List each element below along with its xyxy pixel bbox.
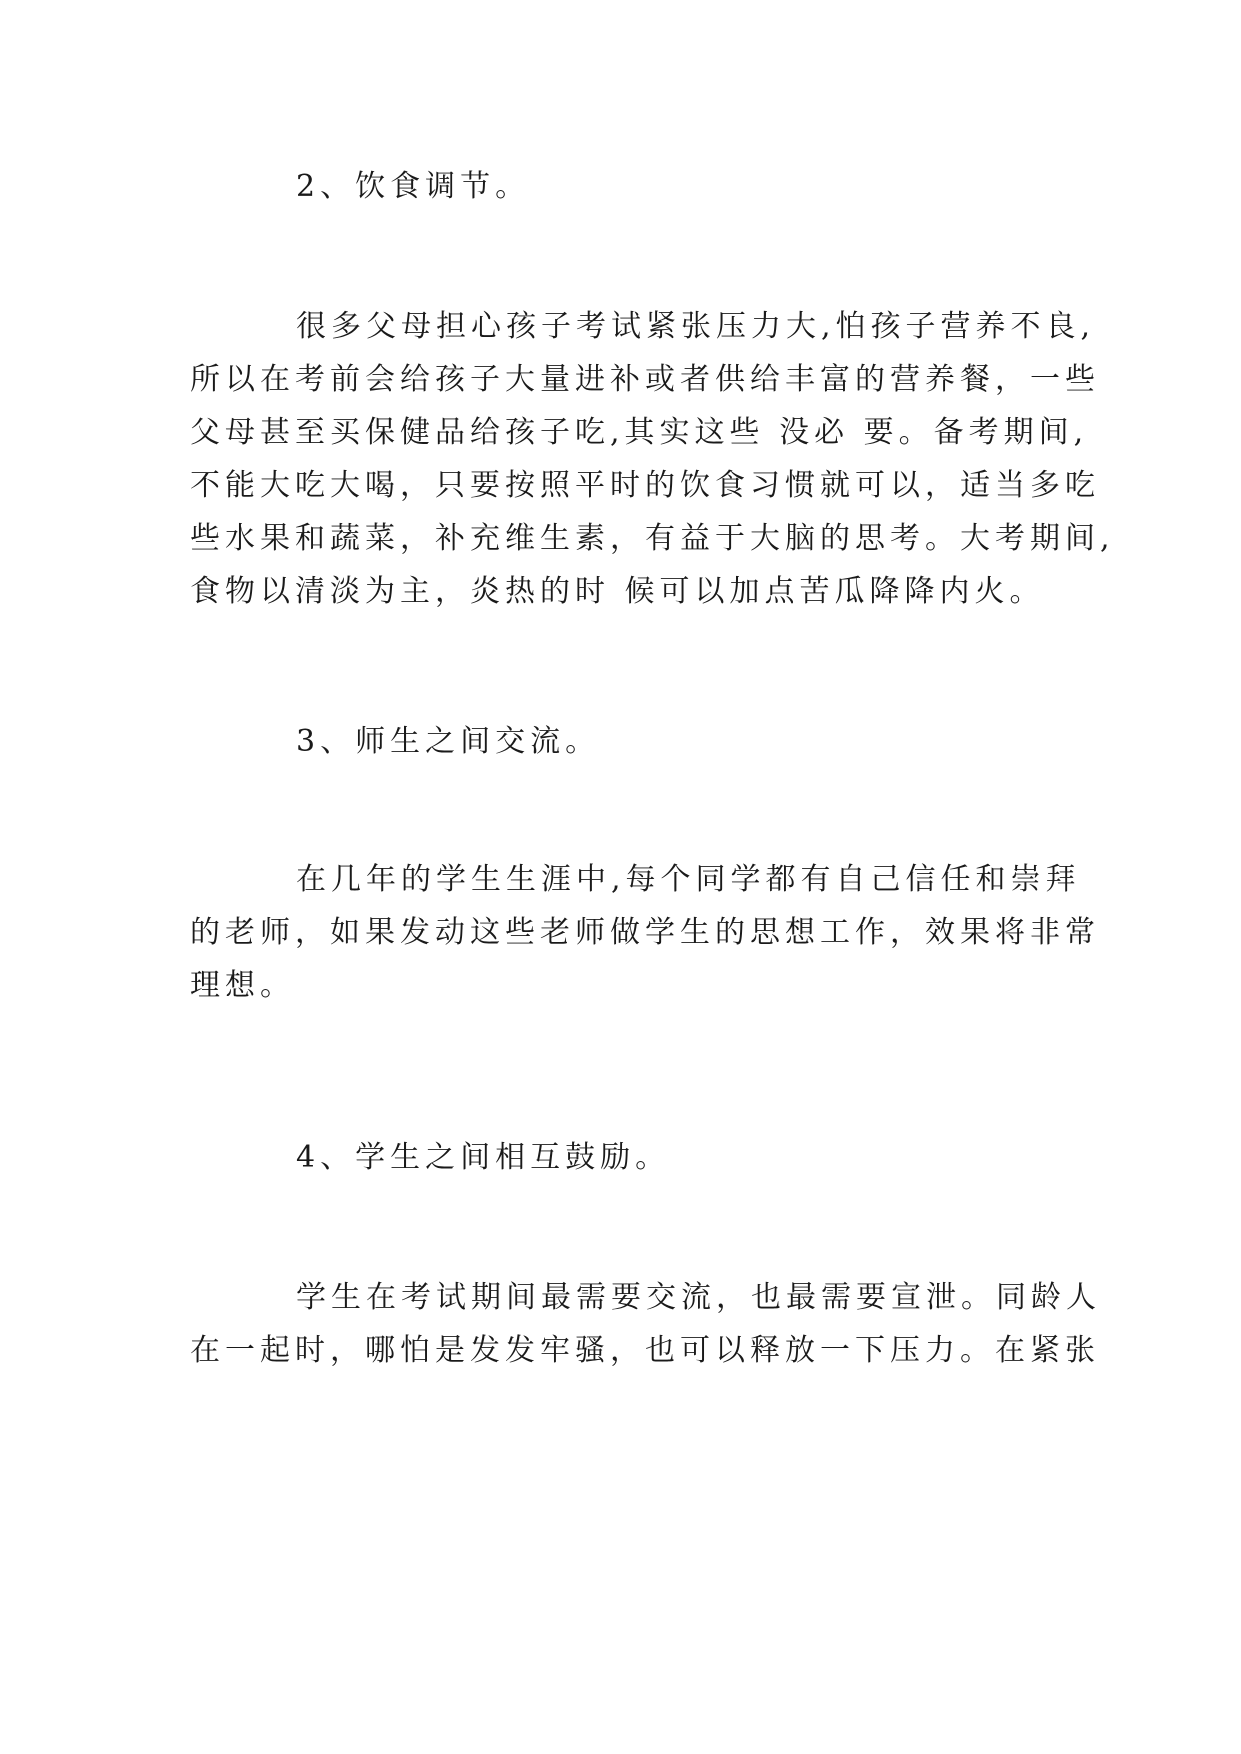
paragraph-line: 食物以清淡为主，炎热的时 候可以加点苦瓜降降内火。 bbox=[190, 574, 1045, 609]
section-heading-diet: 2、饮食调节。 bbox=[296, 169, 531, 204]
paragraph-line: 学生在考试期间最需要交流，也最需要宣泄。同龄人 bbox=[296, 1280, 1101, 1315]
section-heading-teacher-student: 3、师生之间交流。 bbox=[296, 724, 601, 759]
paragraph-diet bbox=[190, 300, 1115, 618]
paragraph-line: 些水果和蔬菜，补充维生素，有益于大脑的思考。大考期间, bbox=[190, 521, 1115, 556]
paragraph-line: 所以在考前会给孩子大量进补或者供给丰富的营养餐，一些 bbox=[190, 362, 1100, 397]
paragraph-line: 在几年的学生生涯中,每个同学都有自己信任和崇拜 bbox=[296, 862, 1081, 897]
paragraph-line: 不能大吃大喝，只要按照平时的饮食习惯就可以，适当多吃 bbox=[190, 468, 1100, 503]
paragraph-line: 父母甚至买保健品给孩子吃,其实这些 没必 要。备考期间, bbox=[190, 415, 1089, 450]
paragraph-peer-encouragement bbox=[190, 1271, 1101, 1377]
paragraph-line: 很多父母担心孩子考试紧张压力大,怕孩子营养不良, bbox=[296, 309, 1096, 344]
paragraph-line: 在一起时，哪怕是发发牢骚，也可以释放一下压力。在紧张 bbox=[190, 1333, 1100, 1368]
paragraph-line: 理想。 bbox=[190, 968, 295, 1003]
paragraph-line: 的老师，如果发动这些老师做学生的思想工作，效果将非常 bbox=[190, 915, 1100, 950]
section-heading-peer-encouragement: 4、学生之间相互鼓励。 bbox=[296, 1140, 671, 1175]
paragraph-teacher-student bbox=[190, 853, 1100, 1012]
